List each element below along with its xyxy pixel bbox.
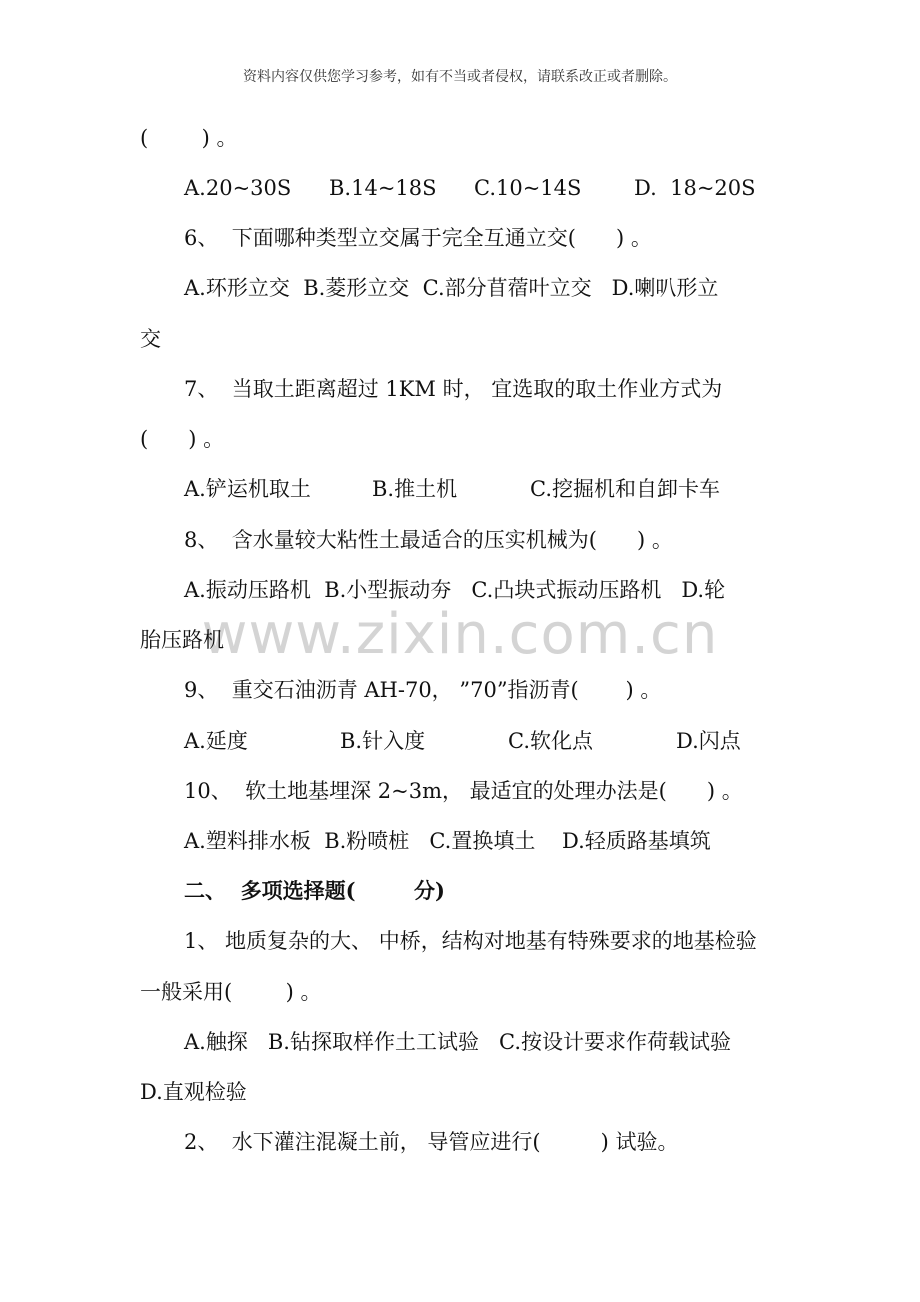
q9-option-d: D.闪点 — [676, 729, 741, 753]
q9-option-c: C.软化点 — [508, 729, 593, 753]
q5-option-d: D. 18~20S — [634, 176, 756, 200]
question-6: 6、 下面哪种类型立交属于完全互通立交( ) 。 — [184, 226, 652, 250]
q9-option-a: A.延度 — [184, 729, 248, 753]
mq-1: 1、 地质复杂的大、 中桥，结构对地基有特殊要求的地基检验 — [184, 929, 757, 953]
q7-option-b: B.推土机 — [372, 477, 458, 501]
question-7: 7、 当取土距离超过 1KM 时， 宜选取的取土作业方式为 — [184, 377, 723, 401]
mq-2: 2、 水下灌注混凝土前， 导管应进行( ) 试验。 — [184, 1130, 679, 1154]
q10-options: A.塑料排水板 B.粉喷桩 C.置换填土 D.轻质路基填筑 — [184, 829, 711, 853]
q5-option-b: B.14~18S — [329, 176, 437, 200]
mq-1-options: A.触探 B.钻探取样作土工试验 C.按设计要求作荷载试验 — [184, 1030, 731, 1054]
mq-1-options-wrap: D.直观检验 — [140, 1080, 247, 1104]
q7-option-a: A.铲运机取土 — [184, 477, 311, 501]
q9-option-b: B.针入度 — [340, 729, 426, 753]
section-2-heading: 二、 多项选择题( 分) — [184, 878, 445, 903]
q8-options-wrap: 胎压路机 — [140, 628, 224, 652]
question-7-wrap: ( ) 。 — [140, 427, 225, 451]
q5-option-c: C.10~14S — [474, 176, 582, 200]
question-9: 9、 重交石油沥青 AH-70， ”70”指沥青( ) 。 — [184, 678, 662, 702]
header-notice: 资料内容仅供您学习参考，如有不当或者侵权，请联系改正或者删除。 — [243, 69, 677, 85]
question-10: 10、 软土地基埋深 2~3m， 最适宜的处理办法是( ) 。 — [184, 779, 743, 803]
q6-options-wrap: 交 — [140, 327, 161, 351]
q5-blank-line: ( ) 。 — [140, 126, 238, 150]
mq-1-wrap: 一般采用( ) 。 — [140, 980, 322, 1004]
question-8: 8、 含水量较大粘性土最适合的压实机械为( ) 。 — [184, 528, 673, 552]
q8-options: A.振动压路机 B.小型振动夯 C.凸块式振动压路机 D.轮 — [184, 578, 726, 602]
q5-option-a: A.20~30S — [184, 176, 292, 200]
q6-options: A.环形立交 B.菱形立交 C.部分苜蓿叶立交 D.喇叭形立 — [184, 276, 719, 300]
watermark-text: www.zixin.com.cn — [201, 602, 719, 667]
q7-option-c: C.挖掘机和自卸卡车 — [530, 477, 720, 501]
